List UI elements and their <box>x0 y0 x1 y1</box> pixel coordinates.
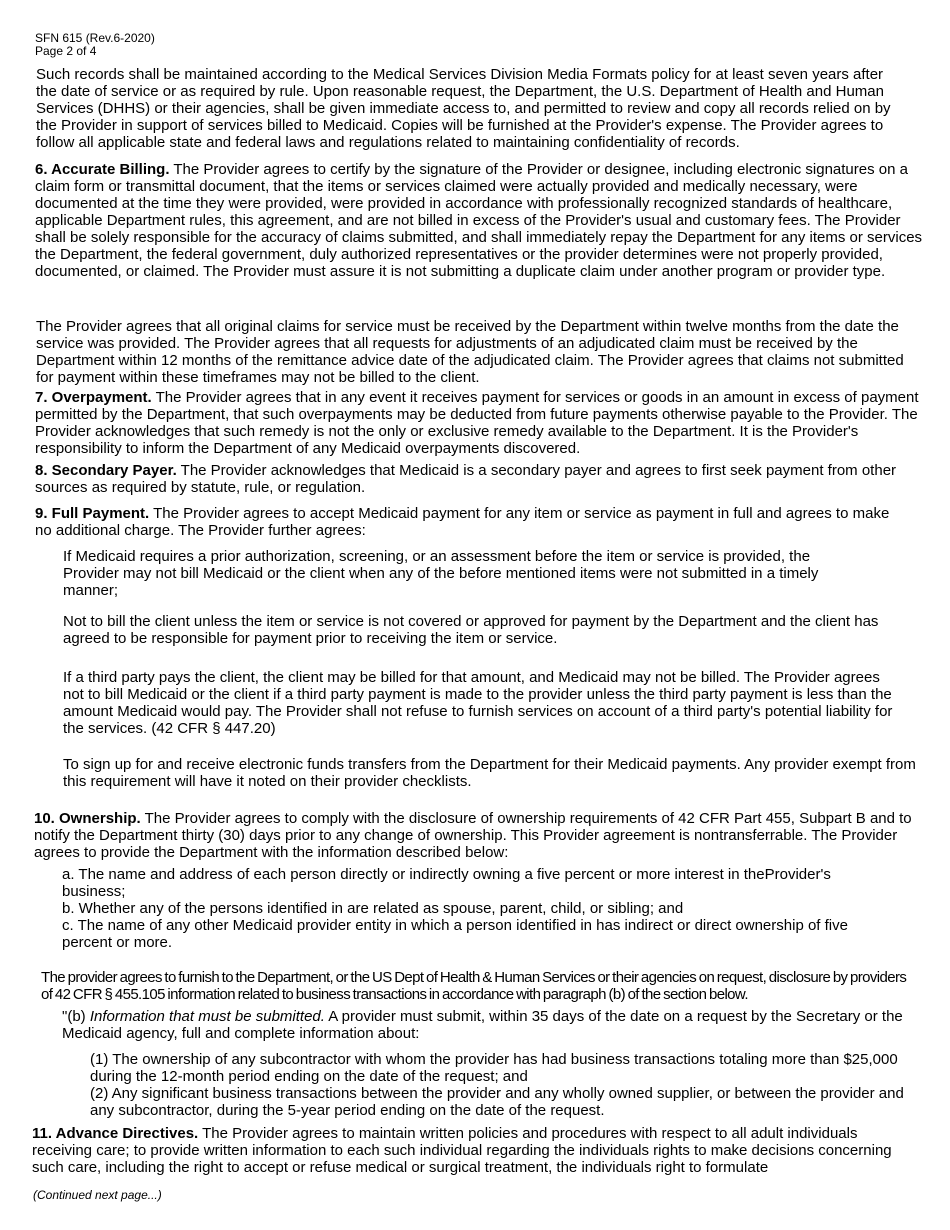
form-id: SFN 615 (Rev.6-2020) <box>35 31 155 45</box>
section-9-paragraph <box>35 505 895 539</box>
section-10-heading: 10. Ownership. <box>34 810 141 827</box>
ownership-list <box>62 866 882 951</box>
quote-italic-heading: Information that must be submitted. <box>89 1008 325 1025</box>
continued-footer: (Continued next page...) <box>33 1188 162 1202</box>
section-6-paragraph <box>35 161 923 280</box>
ownership-item-a: a. The name and address of each person directly or indirectly owning a five percent or more interest in theProvider's business; <box>62 866 831 900</box>
records-paragraph: Such records shall be maintained according to the Medical Services Division Media Formats policy for at least seven years after the date of service or as required by rule. Upon reasonable request, the Department, the U.S. Department of Health and Human Services (DHHS) or their agencies, shall be given immediate access to, and permitted to review and copy all records relied on by the Provider in support of services billed to Medicaid. Copies will be furnished at the Provider's expense. The Provider agrees to follow all applicable state and federal laws and regulations related to maintaining confidentiality of records. <box>36 66 891 151</box>
regulation-item-1: (1) The ownership of any subcontractor with whom the provider has had business transactions totaling more than $25,000 during the 12-month period ending on the date of the request; and <box>90 1051 898 1085</box>
quote-prefix: "(b) <box>62 1008 90 1025</box>
section-6-text: The Provider agrees to certify by the signature of the Provider or designee, including electronic signatures on a claim form or transmittal document, that the items or services claimed were actually provided and medically necessary, were documented at the time they were provided, were provided in accordance with professionally recognized standards of healthcare, applicable Department rules, this agreement, and are not billed in excess of the Provider's usual and customary fees. The Provider shall be solely responsible for the accuracy of claims submitted, and shall immediately repay the Department for any items or services the Department, the federal government, duly authorized representatives or the provider determines were not properly provided, documented, or claimed. The Provider must assure it is not submitting a duplicate claim under another program or provider type. <box>35 161 923 280</box>
section-11-paragraph <box>32 1125 902 1176</box>
ownership-item-b: b. Whether any of the persons identified in are related as spouse, parent, child, or sibling; and <box>62 900 684 917</box>
page-header <box>35 32 155 58</box>
quote-text: A provider must submit, within 35 days of the date on a request by the Secretary or the Medicaid agency, full and complete information about: <box>62 1008 903 1042</box>
quoted-regulation-paragraph <box>62 1008 917 1042</box>
section-11-heading: 11. Advance Directives. <box>32 1125 199 1142</box>
section-8-heading: 8. Secondary Payer. <box>35 462 177 479</box>
section-6-claims-paragraph: The Provider agrees that all original claims for service must be received by the Department within twelve months from the date the service was provided. The Provider agrees that all requests for adjustments of an adjudicated claim must be received by the Department within 12 months of the remittance advice date of the adjudicated claim. The Provider agrees that claims not submitted for payment within these timeframes may not be billed to the client. <box>36 318 904 386</box>
section-9-item-prior-authorization: If Medicaid requires a prior authorization, screening, or an assessment before the item or service is provided, the Provider may not bill Medicaid or the client when any of the before mentioned items were not submitted in a timely manner; <box>63 548 819 599</box>
ownership-item-c: c. The name of any other Medicaid provider entity in which a person identified in has indirect or direct ownership of five percent or more. <box>62 917 848 951</box>
regulation-item-2: (2) Any significant business transactions between the provider and any wholly owned supplier, or between the provider and any subcontractor, during the 5-year period ending on the date of the request. <box>90 1085 904 1119</box>
section-9-item-not-bill-client: Not to bill the client unless the item or service is not covered or approved for payment by the Department and the client has agreed to be responsible for payment prior to receiving the item or service. <box>63 613 879 647</box>
section-8-text: The Provider acknowledges that Medicaid is a secondary payer and agrees to first seek payment from other sources as required by statute, rule, or regulation. <box>35 462 897 496</box>
section-10-text: The Provider agrees to comply with the disclosure of ownership requirements of 42 CFR Part 455, Subpart B and to notify the Department thirty (30) days prior to any change of ownership. This Provider agreement is nontransferrable. The Provider agrees to provide the Department with the information described below: <box>34 810 912 861</box>
section-7-heading: 7. Overpayment. <box>35 389 152 406</box>
section-9-item-third-party: If a third party pays the client, the client may be billed for that amount, and Medicaid may not be billed. The Provider agrees not to bill Medicaid or the client if a third party payment is made to the provider unless the third party payment is less than the amount Medicaid would pay. The Provider shall not refuse to furnish services on account of a third party's potential liability for the services. (42 CFR § 447.20) <box>63 669 893 737</box>
section-7-paragraph <box>35 389 920 457</box>
section-7-text: The Provider agrees that in any event it receives payment for services or goods in an amount in excess of payment permitted by the Department, that such overpayments may be deducted from future payments otherwise payable to the Provider. The Provider acknowledges that such remedy is not the only or exclusive remedy available to the Department. It is the Provider's responsibility to inform the Department of any Medicaid overpayments discovered. <box>35 389 919 457</box>
furnish-disclosure-paragraph: The provider agrees to furnish to the Department, or the US Dept of Health & Human Services or their agencies on request, disclosure by providers of 42 CFR § 455.105 information related to business transactions in accordance with paragraph (b) of the section below. <box>41 969 907 1003</box>
section-6-heading: 6. Accurate Billing. <box>35 161 170 178</box>
section-9-item-eft: To sign up for and receive electronic funds transfers from the Department for their Medicaid payments. Any provider exempt from this requirement will have it noted on their provider checklists. <box>63 756 916 790</box>
quoted-regulation-list <box>90 1051 920 1119</box>
section-8-paragraph <box>35 462 910 496</box>
section-10-paragraph <box>34 810 919 861</box>
section-9-heading: 9. Full Payment. <box>35 505 150 522</box>
section-11-text: The Provider agrees to maintain written policies and procedures with respect to all adult individuals receiving care; to provide written information to each such individual regarding the individuals rights to make decisions concerning such care, including the right to accept or refuse medical or surgical treatment, the individuals right to formulate <box>32 1125 892 1176</box>
page-number: Page 2 of 4 <box>35 44 97 58</box>
section-9-text: The Provider agrees to accept Medicaid payment for any item or service as payment in full and agrees to make no additional charge. The Provider further agrees: <box>35 505 890 539</box>
